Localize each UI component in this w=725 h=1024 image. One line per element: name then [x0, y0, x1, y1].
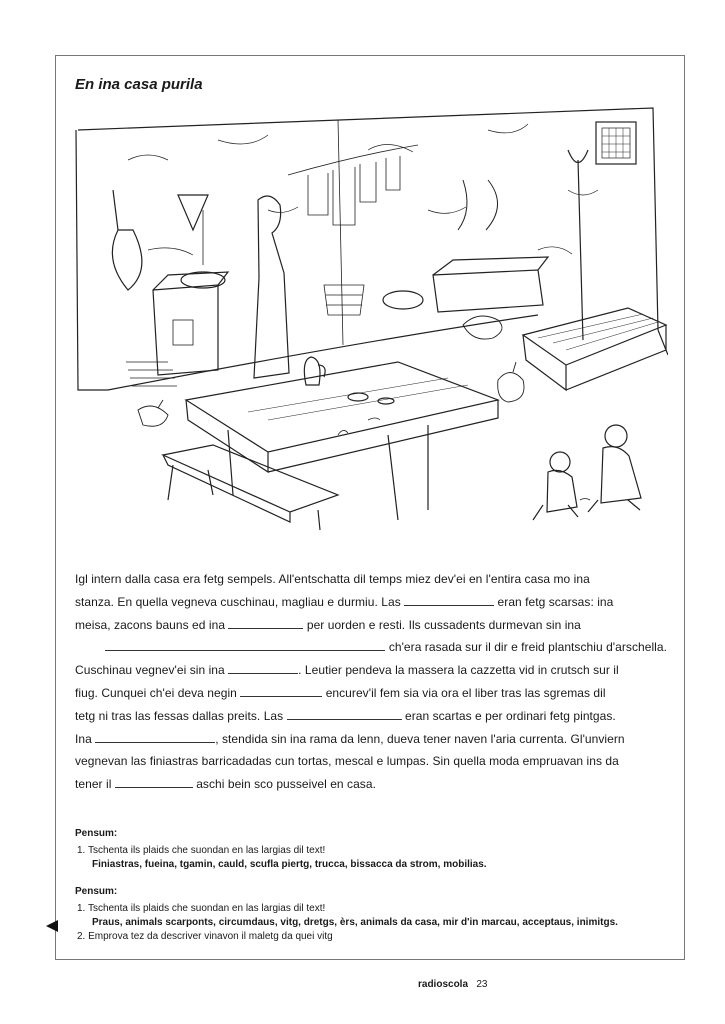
page-footer: [418, 979, 488, 990]
page-number: 23: [476, 979, 488, 990]
pensum-words: Praus, animals scarponts, circumdaus, vitg, dretgs, èrs, animals da casa, mir d'in marcau, acceptaus, inimitgs.: [92, 917, 618, 928]
pensum-words: Finiastras, fueina, tgamin, cauld, scufla piertg, trucca, bissacca da strom, mobilias.: [92, 859, 487, 870]
blank-gap: [240, 685, 322, 697]
pensum-task: 2. Emprova tez da descriver vinavon il maletg da quei vitg: [77, 931, 333, 942]
text-line: tener il aschi bein sco pusseivel en casa.: [75, 777, 376, 792]
blank-gap: [228, 617, 303, 629]
blank-gap: [404, 594, 494, 606]
text-line: ch'era rasada sur il dir e freid plantschiu d'arschella.: [75, 636, 667, 659]
text-line: tetg ni tras las fessas dallas preits. Las eran scartas e per ordinari fetg pintgas.: [75, 708, 616, 723]
arrow-left-icon: [46, 920, 58, 932]
farmhouse-interior-illustration: [68, 100, 668, 555]
text-line: meisa, zacons bauns ed ina per uorden e resti. Ils cussadents durmevan sin ina: [75, 617, 581, 632]
pensum-task: 1. Tschenta ils plaids che suondan en las largias dil text!: [77, 845, 326, 856]
main-text: [75, 568, 667, 796]
footer-brand: radioscola: [418, 979, 469, 990]
pensum-heading: Pensum:: [75, 828, 118, 839]
blank-gap: [95, 731, 215, 743]
pensum-heading: Pensum:: [75, 886, 118, 897]
text-line: fiug. Cunquei ch'ei deva negin encurev'il fem sia via ora el liber tras las sgremas dil: [75, 685, 606, 700]
text-line: vegnevan las finiastras barricadadas cun tortas, mescal e lumpas. Sin quella moda empruavan ins da: [75, 754, 619, 769]
blank-gap: [105, 639, 385, 651]
pensum-task: 1. Tschenta ils plaids che suondan en las largias dil text!: [77, 903, 326, 914]
blank-gap: [115, 776, 193, 788]
text-line: Igl intern dalla casa era fetg sempels. All'entschatta dil temps miez dev'ei en l'entira casa mo ina: [75, 572, 590, 586]
text-line: Cuschinau vegnev'ei sin ina . Leutier pendeva la massera la cazzetta vid in crutsch sur il: [75, 663, 619, 678]
text-line: stanza. En quella vegneva cuschinau, magliau e durmiu. Las eran fetg scarsas: ina: [75, 594, 614, 609]
blank-gap: [287, 708, 402, 720]
page-title: En ina casa purila: [75, 76, 203, 93]
blank-gap: [228, 662, 298, 674]
pensum-section-2: [75, 885, 675, 944]
pensum-section-1: [75, 827, 675, 872]
text-line: Ina , stendida sin ina rama da lenn, dueva tener naven l'aria currenta. Gl'unviern: [75, 731, 625, 746]
